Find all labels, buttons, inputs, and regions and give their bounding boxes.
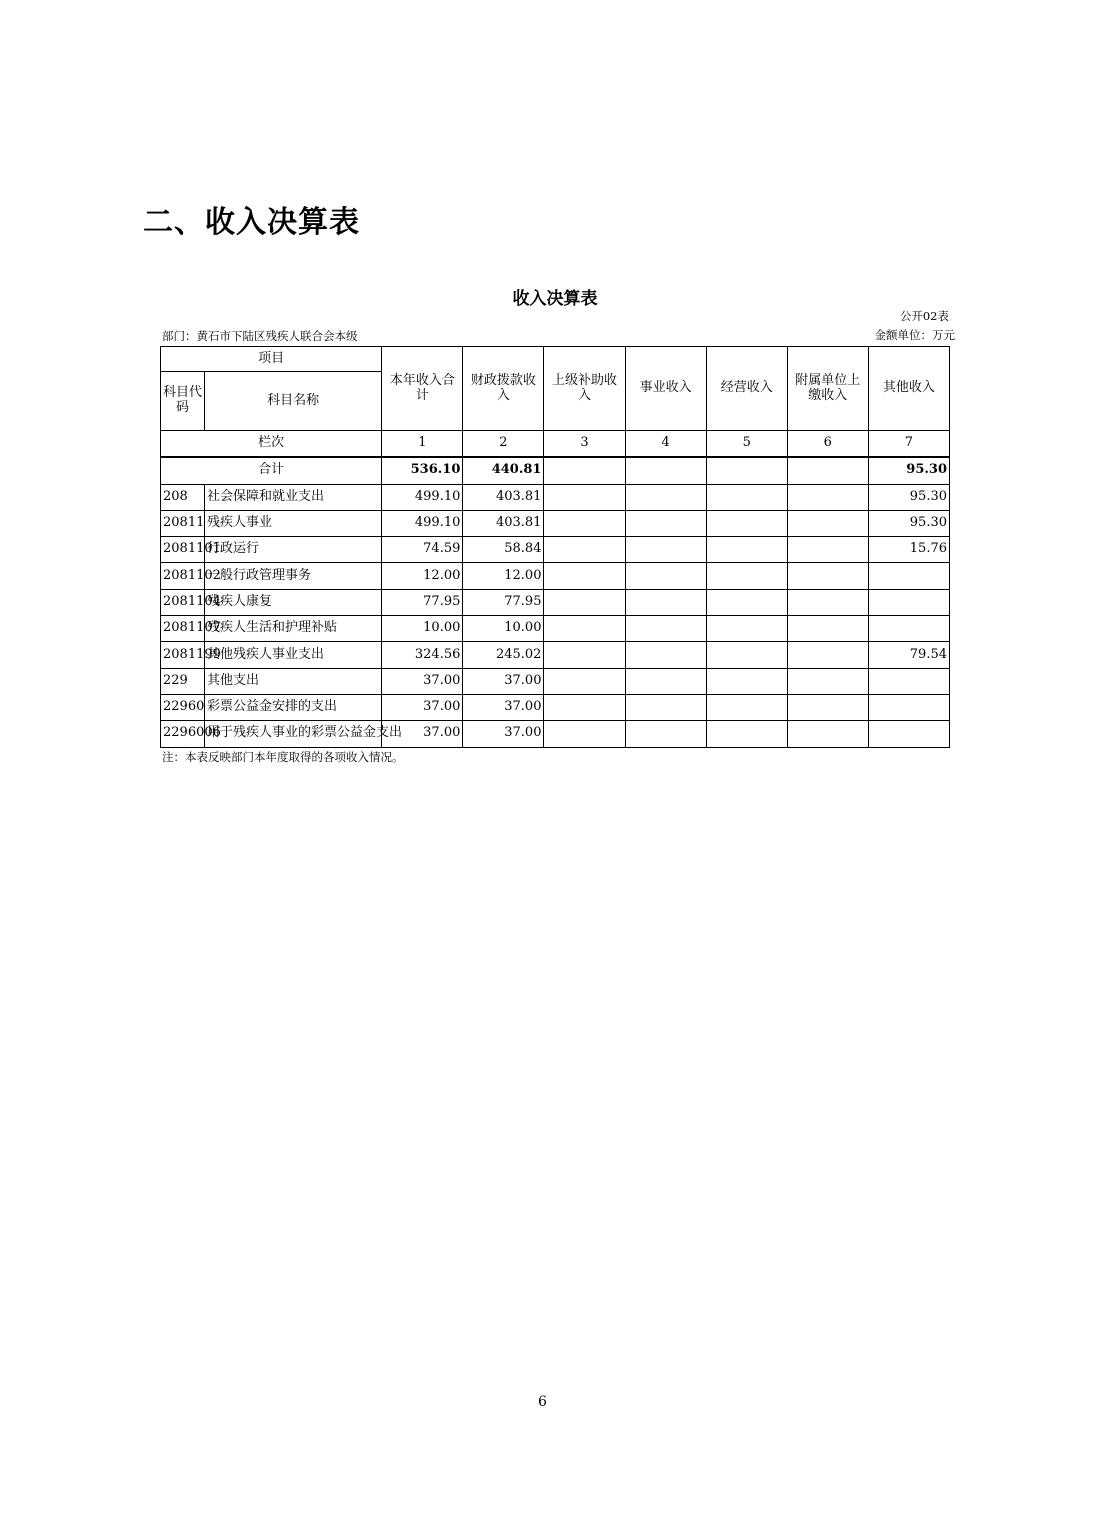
table-row [161, 694, 950, 720]
amount-c2: 37.00 [463, 694, 544, 720]
amount-c3 [544, 484, 625, 510]
amount-c7 [868, 668, 949, 694]
subject-name: 残疾人生活和护理补贴 [205, 616, 382, 642]
header-col2: 财政拨款收入 [463, 347, 544, 431]
subject-name: 其他残疾人事业支出 [205, 642, 382, 668]
subject-code: 2081199 [161, 642, 205, 668]
row-index-1: 1 [382, 431, 463, 458]
subject-name: 其他支出 [205, 668, 382, 694]
amount-c6 [787, 510, 868, 536]
total-c6 [787, 457, 868, 484]
table-row [161, 721, 950, 747]
amount-c3 [544, 537, 625, 563]
amount-c7 [868, 721, 949, 747]
table-row [161, 642, 950, 668]
subject-name: 彩票公益金安排的支出 [205, 694, 382, 720]
table-row [161, 563, 950, 589]
amount-c1: 12.00 [382, 563, 463, 589]
header-name: 科目名称 [205, 372, 382, 431]
amount-c7: 15.76 [868, 537, 949, 563]
page-number: 6 [538, 1394, 547, 1410]
amount-c5 [706, 563, 787, 589]
amount-c7 [868, 616, 949, 642]
subject-code: 22960 [161, 694, 205, 720]
amount-c5 [706, 484, 787, 510]
header-col7: 其他收入 [868, 347, 949, 431]
subject-code: 2081107 [161, 616, 205, 642]
table-row [161, 484, 950, 510]
table-row [161, 510, 950, 536]
amount-c4 [625, 589, 706, 615]
amount-c3 [544, 589, 625, 615]
amount-c4 [625, 668, 706, 694]
amount-c2: 403.81 [463, 484, 544, 510]
amount-c6 [787, 484, 868, 510]
amount-c3 [544, 563, 625, 589]
amount-c1: 37.00 [382, 694, 463, 720]
total-c3 [544, 457, 625, 484]
header-col3: 上级补助收入 [544, 347, 625, 431]
total-c5 [706, 457, 787, 484]
header-code: 科目代码 [161, 372, 205, 431]
total-row [161, 457, 950, 484]
amount-c2: 403.81 [463, 510, 544, 536]
subject-code: 2296006 [161, 721, 205, 747]
amount-c7: 79.54 [868, 642, 949, 668]
amount-c6 [787, 694, 868, 720]
amount-c1: 499.10 [382, 484, 463, 510]
amount-c6 [787, 537, 868, 563]
subject-name: 社会保障和就业支出 [205, 484, 382, 510]
amount-c4 [625, 484, 706, 510]
amount-c5 [706, 642, 787, 668]
table-row [161, 537, 950, 563]
subject-name: 残疾人事业 [205, 510, 382, 536]
row-index-6: 6 [787, 431, 868, 458]
subject-code: 2081102 [161, 563, 205, 589]
amount-c7 [868, 589, 949, 615]
amount-c1: 77.95 [382, 589, 463, 615]
amount-c3 [544, 510, 625, 536]
amount-c5 [706, 668, 787, 694]
table-title: 收入决算表 [512, 289, 598, 309]
amount-c6 [787, 616, 868, 642]
amount-c5 [706, 537, 787, 563]
amount-c5 [706, 589, 787, 615]
table-row [161, 668, 950, 694]
amount-c3 [544, 616, 625, 642]
amount-c5 [706, 616, 787, 642]
amount-c6 [787, 668, 868, 694]
amount-c2: 37.00 [463, 668, 544, 694]
subject-code: 2081104 [161, 589, 205, 615]
amount-c2: 77.95 [463, 589, 544, 615]
amount-c5 [706, 721, 787, 747]
amount-c1: 37.00 [382, 668, 463, 694]
total-c2: 440.81 [463, 457, 544, 484]
subject-name: 用于残疾人事业的彩票公益金支出 [205, 721, 382, 747]
amount-c5 [706, 510, 787, 536]
amount-c4 [625, 510, 706, 536]
table-row [161, 589, 950, 615]
amount-c5 [706, 694, 787, 720]
amount-c6 [787, 563, 868, 589]
amount-c1: 499.10 [382, 510, 463, 536]
column-index-row [161, 431, 950, 458]
subject-code: 2081101 [161, 537, 205, 563]
amount-c7 [868, 563, 949, 589]
amount-c4 [625, 616, 706, 642]
amount-c2: 245.02 [463, 642, 544, 668]
row-index-5: 5 [706, 431, 787, 458]
total-c7: 95.30 [868, 457, 949, 484]
total-c4 [625, 457, 706, 484]
amount-c3 [544, 694, 625, 720]
amount-c3 [544, 642, 625, 668]
row-index-2: 2 [463, 431, 544, 458]
amount-c7: 95.30 [868, 510, 949, 536]
total-c1: 536.10 [382, 457, 463, 484]
header-row-1 [161, 347, 950, 372]
table-row [161, 616, 950, 642]
subject-code: 20811 [161, 510, 205, 536]
department-label: 部门：黄石市下陆区残疾人联合会本级 [162, 329, 358, 343]
data-rows [161, 484, 950, 747]
income-table [160, 346, 950, 748]
row-index-7: 7 [868, 431, 949, 458]
amount-c7: 95.30 [868, 484, 949, 510]
header-col5: 经营收入 [706, 347, 787, 431]
header-col1: 本年收入合计 [382, 347, 463, 431]
subject-name: 一般行政管理事务 [205, 563, 382, 589]
table-note: 注：本表反映部门本年度取得的各项收入情况。 [162, 750, 404, 764]
amount-c1: 74.59 [382, 537, 463, 563]
amount-c1: 10.00 [382, 616, 463, 642]
amount-c4 [625, 563, 706, 589]
row-index-label: 栏次 [161, 431, 382, 458]
amount-c4 [625, 537, 706, 563]
header-col6: 附属单位上缴收入 [787, 347, 868, 431]
amount-c6 [787, 642, 868, 668]
amount-c1: 324.56 [382, 642, 463, 668]
amount-c2: 37.00 [463, 721, 544, 747]
amount-c6 [787, 589, 868, 615]
amount-c3 [544, 721, 625, 747]
amount-c7 [868, 694, 949, 720]
amount-c2: 10.00 [463, 616, 544, 642]
amount-c3 [544, 668, 625, 694]
amount-c2: 12.00 [463, 563, 544, 589]
subject-name: 残疾人康复 [205, 589, 382, 615]
subject-name: 行政运行 [205, 537, 382, 563]
form-number: 公开02表 [899, 309, 949, 323]
total-label: 合计 [161, 457, 382, 484]
amount-c4 [625, 694, 706, 720]
amount-c6 [787, 721, 868, 747]
amount-c1: 37.00 [382, 721, 463, 747]
section-heading: 二、收入决算表 [143, 205, 360, 240]
unit-label: 金额单位：万元 [874, 328, 955, 342]
subject-code: 208 [161, 484, 205, 510]
amount-c2: 58.84 [463, 537, 544, 563]
amount-c4 [625, 642, 706, 668]
amount-c4 [625, 721, 706, 747]
row-index-3: 3 [544, 431, 625, 458]
header-item: 项目 [161, 347, 382, 372]
row-index-4: 4 [625, 431, 706, 458]
subject-code: 229 [161, 668, 205, 694]
header-col4: 事业收入 [625, 347, 706, 431]
